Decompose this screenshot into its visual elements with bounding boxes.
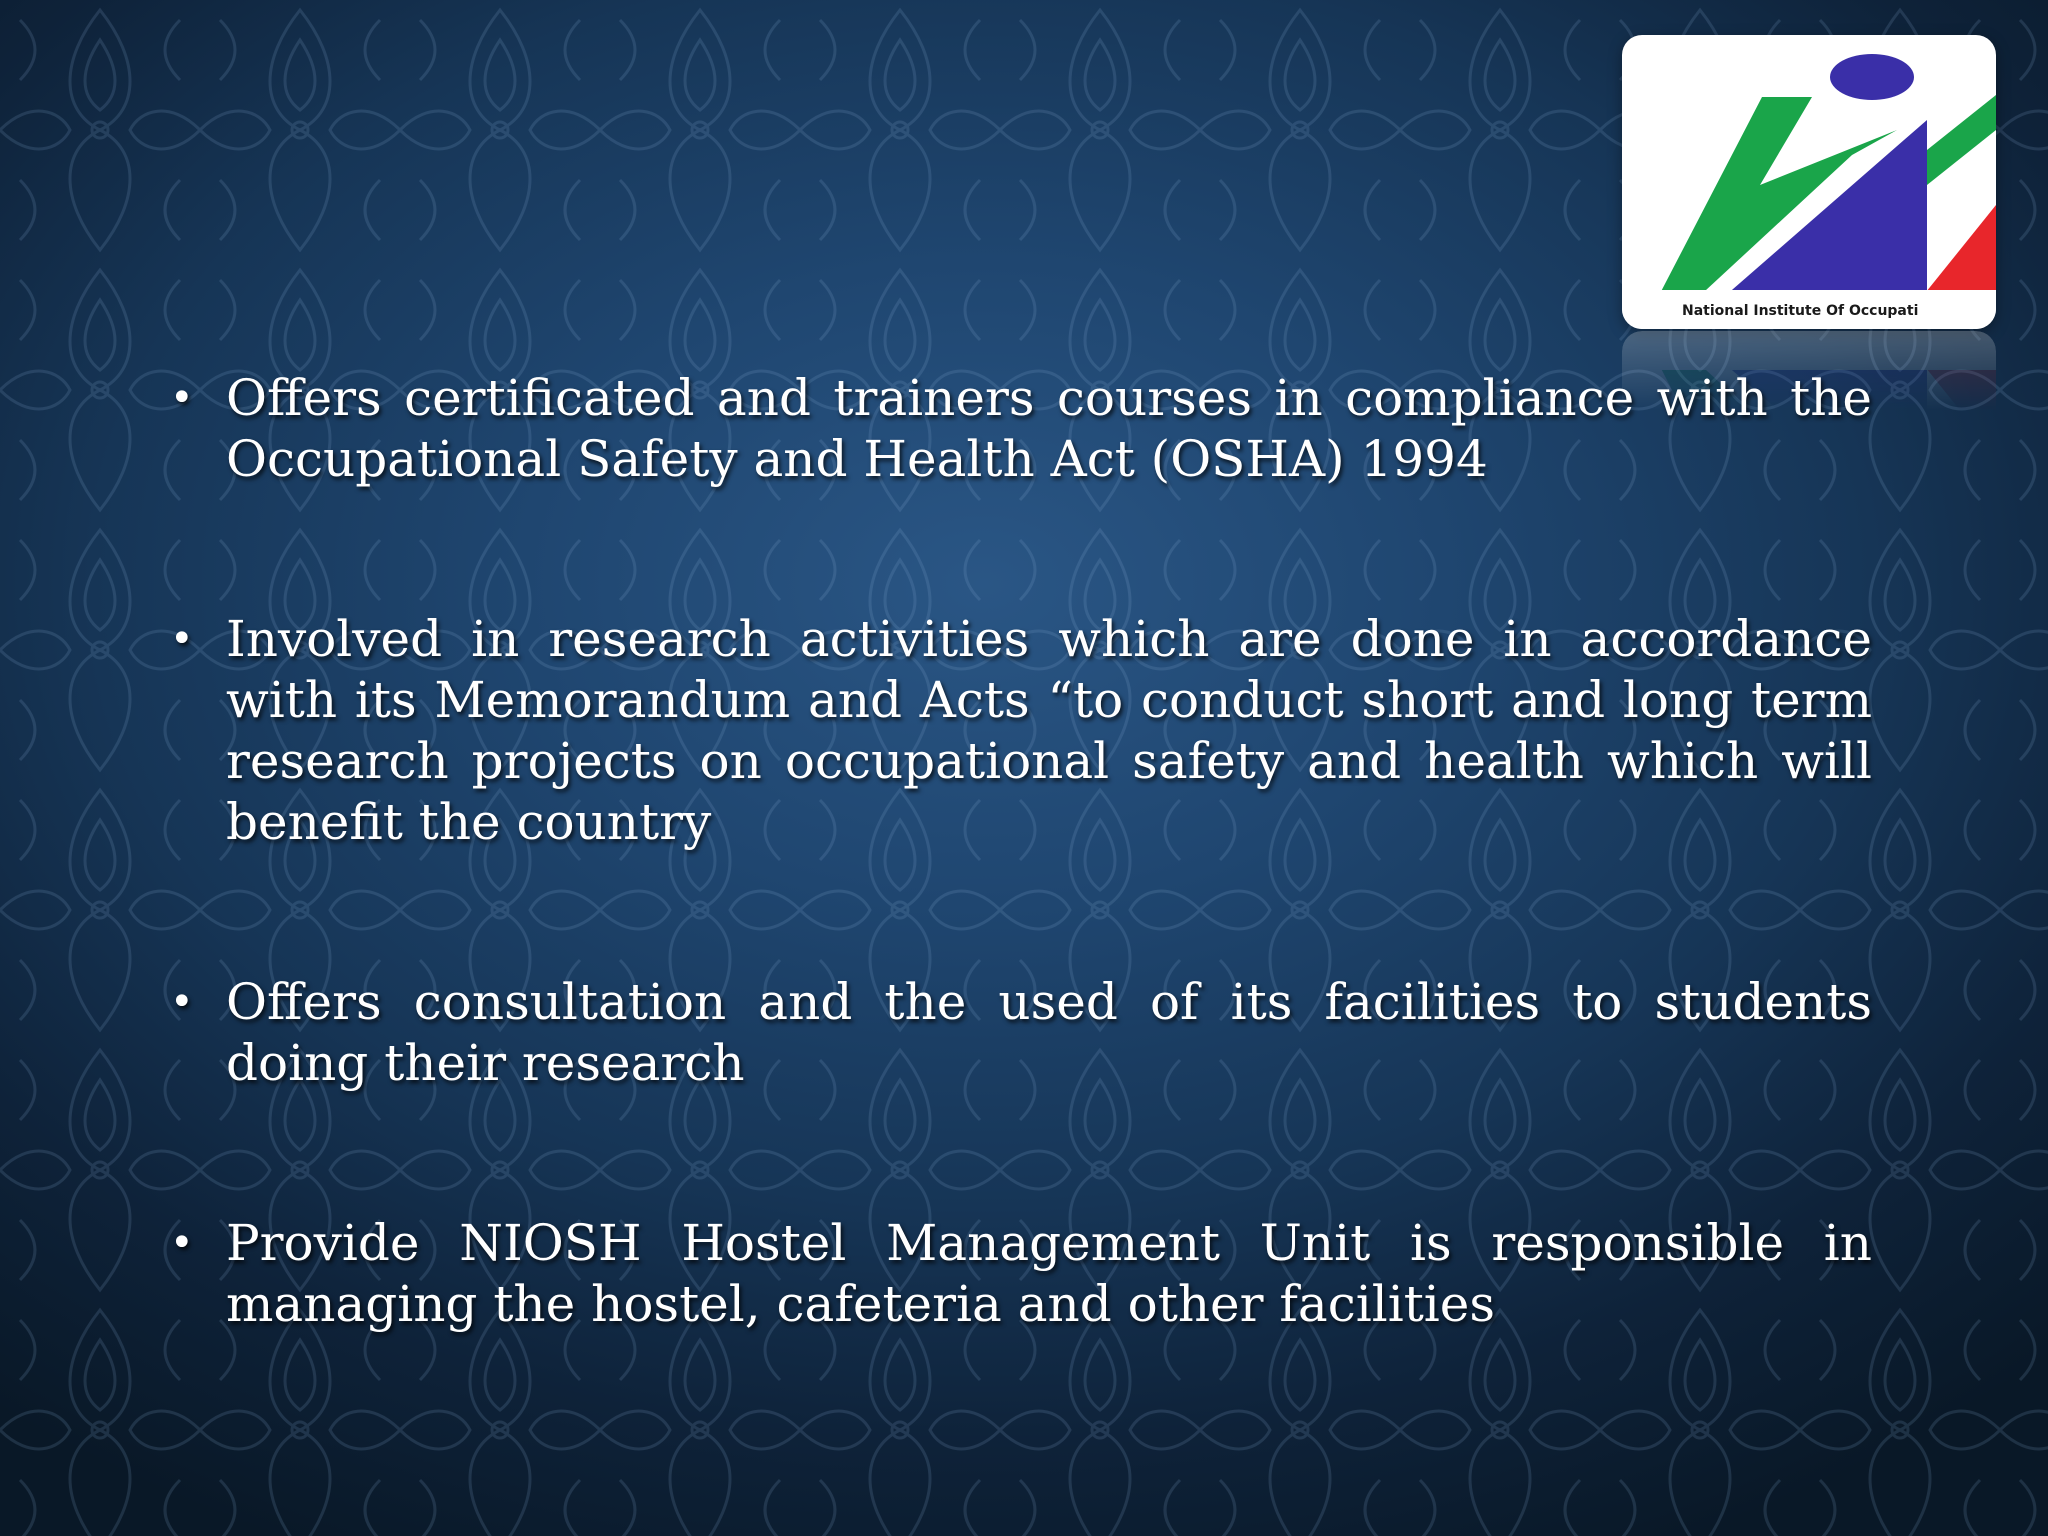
bullet-marker: • — [170, 616, 194, 662]
bullet-text: Offers consultation and the used of its facilities to students doing their research — [226, 973, 1872, 1092]
bullet-list — [170, 368, 1872, 1335]
logo-caption: National Institute Of Occupati — [1682, 303, 1919, 319]
bullet-text: Offers certificated and trainers courses in compliance with the Occupational Safety and Health Act (OSHA) 1994 — [226, 369, 1872, 488]
bullet-marker: • — [170, 1220, 194, 1266]
bullet-item — [170, 368, 1872, 490]
bullet-item — [170, 609, 1872, 853]
bullet-item — [170, 1213, 1872, 1335]
bullet-marker: • — [170, 375, 194, 421]
bullet-text: Involved in research activities which are done in accordance with its Memorandum and Acts “to conduct short and long term research projects on occupational safety and health which will benefit the country — [226, 610, 1872, 851]
niosh-logo — [1622, 35, 1996, 329]
logo-head-shape — [1830, 54, 1914, 100]
logo-green-stripe — [1927, 95, 1996, 185]
bullet-text: Provide NIOSH Hostel Management Unit is responsible in managing the hostel, cafeteria and other facilities — [226, 1214, 1872, 1333]
bullet-item — [170, 972, 1872, 1094]
bullet-marker: • — [170, 979, 194, 1025]
logo-red-shape — [1922, 205, 1996, 297]
